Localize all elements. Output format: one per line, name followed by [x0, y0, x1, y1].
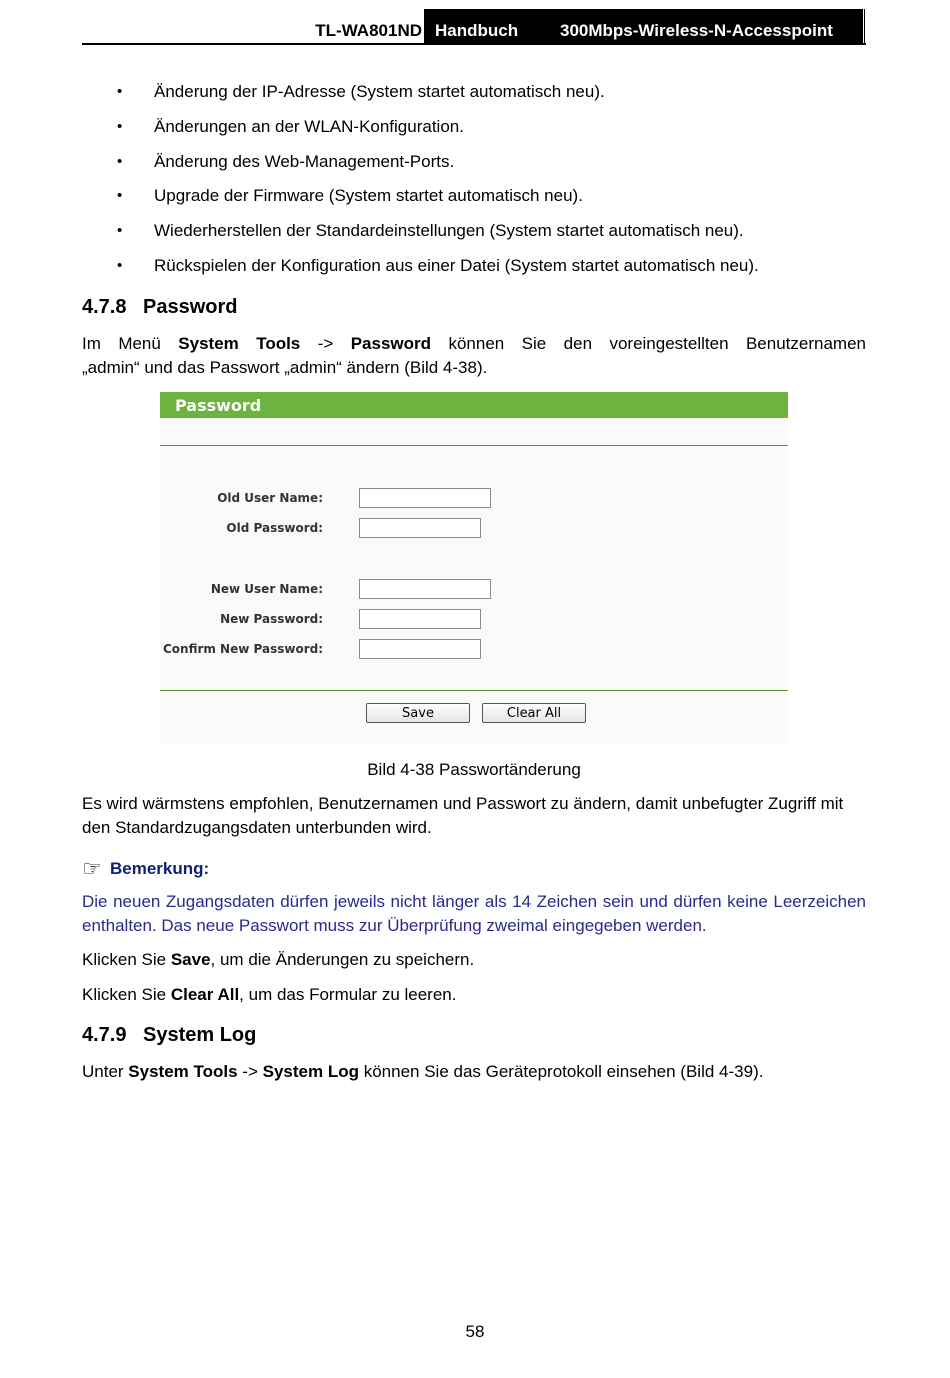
old-password-input[interactable]	[359, 518, 481, 538]
password-form-screenshot	[160, 392, 788, 745]
old-password-label: Old Password:	[226, 521, 323, 535]
header-banner	[424, 9, 866, 45]
confirm-new-password-input[interactable]	[359, 639, 481, 659]
list-item: • Änderung der IP-Adresse (System startet automatisch neu).	[82, 80, 759, 115]
clear-all-button[interactable]: Clear All	[482, 703, 586, 723]
menu-item: Password	[350, 334, 432, 353]
system-log-intro	[82, 1060, 866, 1084]
click-save-paragraph	[82, 948, 866, 972]
menu-name: System Tools	[128, 1062, 238, 1081]
password-intro-line-1	[82, 332, 866, 356]
click-clear-paragraph	[82, 983, 866, 1007]
recommendation-paragraph: Es wird wärmstens empfohlen, Benutzernamen und Passwort zu ändern, damit unbefugter Zugriff mit den Standardzugangsdaten unterbunden wird.	[82, 794, 844, 837]
section-title: Password	[143, 296, 238, 318]
confirm-new-password-label: Confirm New Password:	[162, 642, 323, 656]
paragraph-text: Unter	[82, 1062, 129, 1081]
figure-title-bar	[160, 392, 788, 418]
list-item: • Rückspielen der Konfiguration aus einer Datei (System startet automatisch neu).	[82, 254, 759, 289]
section-number: 4.7.9	[82, 1024, 127, 1046]
section-heading-password	[82, 296, 237, 319]
page-header	[82, 9, 866, 45]
intro-text: Im Menü	[82, 334, 179, 353]
list-item: • Upgrade der Firmware (System startet automatisch neu).	[82, 184, 759, 219]
new-password-input[interactable]	[359, 609, 481, 629]
section-title: System Log	[143, 1024, 257, 1046]
new-password-label: New Password:	[220, 612, 323, 626]
paragraph-text: können Sie das Geräteprotokoll einsehen (Bild 4-39).	[358, 1062, 764, 1081]
list-item: • Wiederherstellen der Standardeinstellungen (System startet automatisch neu).	[82, 219, 759, 254]
restart-bullet-list	[82, 80, 759, 289]
menu-name: System Tools	[178, 334, 301, 353]
section-number: 4.7.8	[82, 296, 127, 318]
old-user-name-label: Old User Name:	[217, 491, 323, 505]
new-user-name-label: New User Name:	[210, 582, 323, 596]
menu-arrow: ->	[237, 1062, 263, 1081]
paragraph-text: , um die Änderungen zu speichern.	[210, 950, 475, 969]
header-model: TL-WA801ND	[315, 21, 422, 40]
paragraph-text: Klicken Sie	[82, 950, 171, 969]
note-body: Die neuen Zugangsdaten dürfen jeweils nicht länger als 14 Zeichen sein und dürfen keine Leerzeichen enthalten. Das neue Passwort muss zur Überprüfung zweimal eingegeben werden.	[82, 892, 866, 935]
note-heading	[82, 857, 209, 881]
pointing-hand-icon: ☞	[82, 856, 102, 881]
figure-caption: Bild 4-38 Passwortänderung	[367, 760, 581, 779]
menu-item: System Log	[262, 1062, 359, 1081]
bold-term: Clear All	[170, 985, 240, 1004]
intro-text: können Sie den voreingestellten Benutzernamen	[431, 334, 866, 353]
header-rule	[82, 43, 866, 45]
menu-arrow: ->	[300, 334, 351, 353]
figure-title: Password	[175, 396, 262, 415]
paragraph-text: Klicken Sie	[82, 985, 171, 1004]
divider	[160, 445, 788, 446]
password-intro-line-2: „admin“ und das Passwort „admin“ ändern (Bild 4-38).	[82, 358, 488, 377]
save-button[interactable]: Save	[366, 703, 470, 723]
old-user-name-input[interactable]	[359, 488, 491, 508]
section-heading-system-log	[82, 1024, 256, 1047]
page-number: 58	[465, 1322, 485, 1341]
bold-term: Save	[170, 950, 211, 969]
header-product: 300Mbps-Wireless-N-Accesspoint	[560, 21, 833, 40]
list-item: • Änderung des Web-Management-Ports.	[82, 150, 759, 185]
new-user-name-input[interactable]	[359, 579, 491, 599]
header-manual: Handbuch	[435, 21, 519, 40]
note-title: Bemerkung:	[110, 859, 210, 878]
paragraph-text: , um das Formular zu leeren.	[239, 985, 457, 1004]
list-item: • Änderungen an der WLAN-Konfiguration.	[82, 115, 759, 150]
divider	[160, 690, 788, 691]
